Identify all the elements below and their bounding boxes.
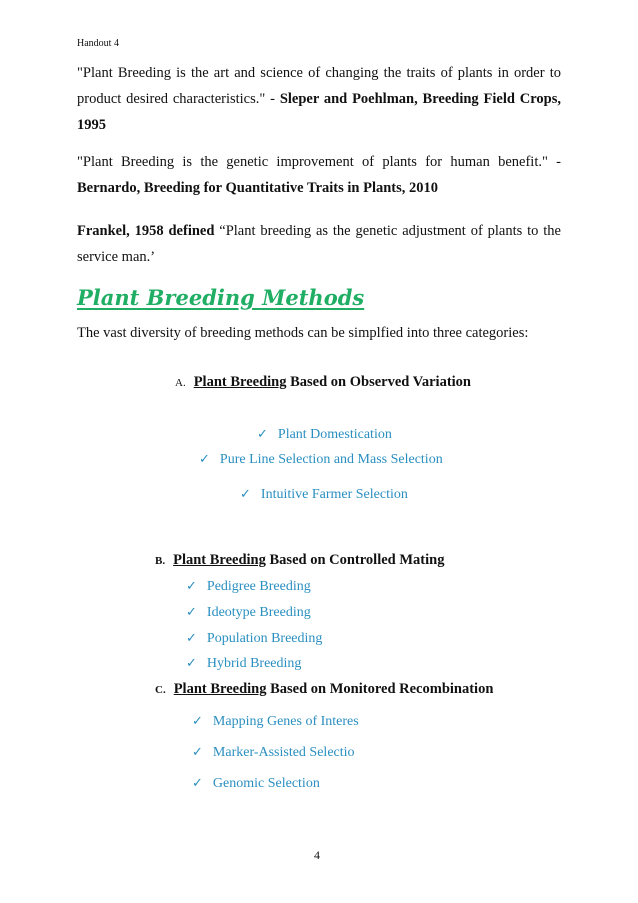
check-icon: ✓	[186, 631, 197, 646]
list-item	[186, 579, 311, 595]
list-item	[257, 427, 392, 443]
list-item	[192, 714, 359, 730]
category-b-rest: Based on Controlled Mating	[265, 552, 445, 568]
handout-header: Handout 4	[77, 38, 119, 49]
list-item	[192, 776, 320, 792]
list-item	[199, 452, 443, 468]
list-item	[186, 605, 311, 621]
check-icon: ✓	[186, 605, 197, 620]
list-item-label: Hybrid Breeding	[206, 656, 302, 671]
category-b-heading	[155, 552, 444, 569]
check-icon: ✓	[240, 487, 251, 502]
definition-2	[77, 149, 561, 201]
page-number: 4	[314, 848, 320, 862]
category-a-word: Plant Breeding	[193, 374, 287, 390]
list-item	[240, 487, 408, 503]
definition-2-source: Bernardo, Breeding for Quantitative Traits in Plants, 2010	[77, 180, 439, 196]
category-a-rest: Based on Observed Variation	[286, 374, 471, 390]
section-title: Plant Breeding Methods	[77, 285, 365, 310]
list-item-label: Plant Domestication	[277, 427, 392, 442]
check-icon: ✓	[186, 579, 197, 594]
definition-1-quote: "Plant Breeding is the art and science of changing the traits of plants in order to product desired characteristics." -	[77, 65, 561, 107]
definition-3	[77, 218, 561, 270]
check-icon: ✓	[257, 427, 268, 442]
check-icon: ✓	[186, 656, 197, 671]
definition-1	[77, 60, 561, 138]
category-a-heading	[175, 374, 471, 391]
section-intro: The vast diversity of breeding methods can be simplfied into three categories:	[77, 325, 529, 341]
check-icon: ✓	[192, 714, 203, 729]
definition-1-source: Sleper and Poehlman, Breeding Field Crops, 1995	[77, 91, 561, 133]
category-c-letter: C.	[155, 684, 166, 696]
list-item-label: Genomic Selection	[212, 776, 320, 791]
list-item-label: Marker-Assisted Selectio	[212, 745, 355, 760]
check-icon: ✓	[192, 745, 203, 760]
definition-2-quote: "Plant Breeding is the genetic improvement of plants for human benefit." -	[77, 154, 561, 170]
category-b-letter: B.	[155, 555, 166, 567]
list-item-label: Intuitive Farmer Selection	[260, 487, 408, 502]
list-item	[186, 656, 301, 672]
check-icon: ✓	[199, 452, 210, 467]
list-item-label: Ideotype Breeding	[206, 605, 311, 620]
category-a-letter: A.	[175, 377, 186, 389]
list-item-label: Population Breeding	[206, 631, 323, 646]
definition-3-source: Frankel, 1958 defined	[77, 223, 215, 239]
definition-3-quote: “Plant breeding as the genetic adjustment of plants to the service man.’	[77, 223, 561, 265]
list-item-label: Mapping Genes of Interes	[212, 714, 359, 729]
category-b-word: Plant Breeding	[173, 552, 266, 568]
category-c-word: Plant Breeding	[173, 681, 267, 697]
list-item	[186, 631, 322, 647]
category-c-rest: Based on Monitored Recombination	[266, 681, 494, 697]
check-icon: ✓	[192, 776, 203, 791]
category-c-heading	[155, 681, 493, 698]
list-item-label: Pedigree Breeding	[206, 579, 311, 594]
list-item	[192, 745, 355, 761]
list-item-label: Pure Line Selection and Mass Selection	[219, 452, 443, 467]
